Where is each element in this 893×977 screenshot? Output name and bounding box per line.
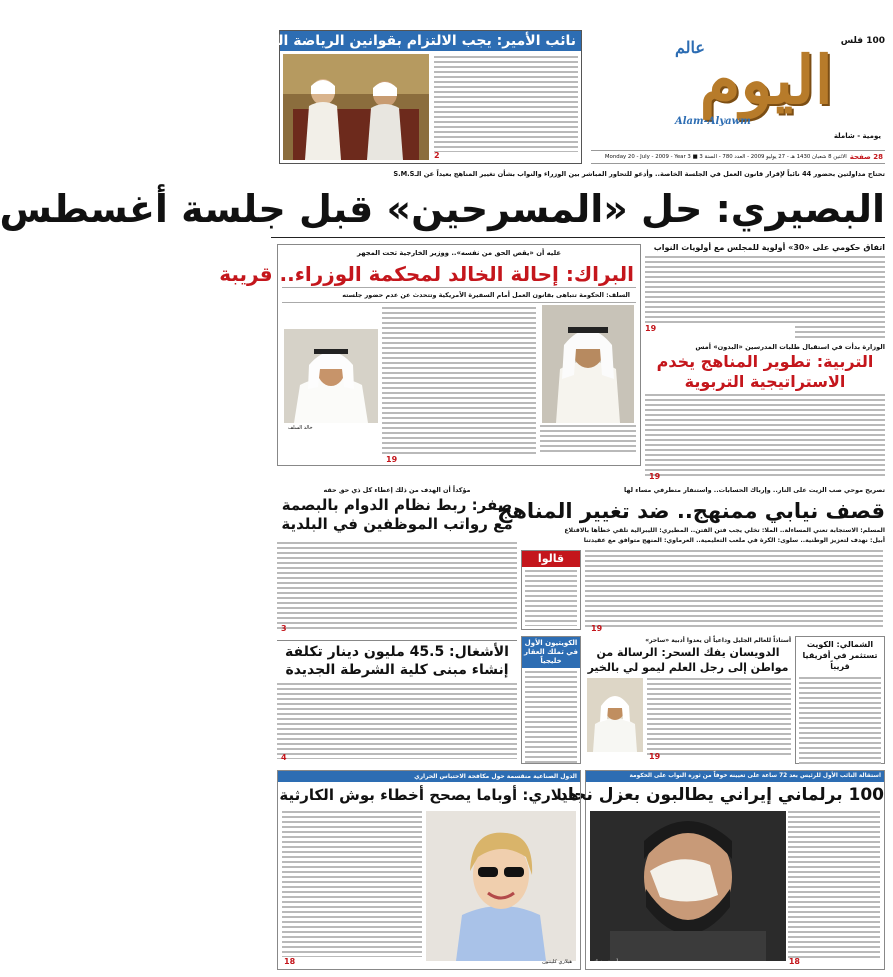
dosari-headline: الدويسان يفك السحر: الرسالة من مواطن إلى رجل العلم ليمو لي بالخير xyxy=(587,646,789,674)
barrak-body xyxy=(382,307,536,455)
logo-latin: Alam-Alyawm xyxy=(675,116,751,127)
barrak-body-right xyxy=(540,425,636,455)
lead-right-page: 19 xyxy=(645,324,657,333)
top-kicker: تحتاج مداولتين بحضور 44 نائباً لإقرار قانون العمل في الجلسة الخاصة.. وأدعو للتحاور المباشر بين الوزراء والنواب بشأن تغيير المناهج بعيداً عن الـS.M.S xyxy=(393,170,885,178)
bottom-left-story xyxy=(277,770,581,970)
dosari-body xyxy=(647,678,791,756)
education-page: 19 xyxy=(649,472,661,481)
barrak-photo xyxy=(542,305,634,423)
kuwaitis-headline: الكويتيون الأول في تملك العقار خليجياً xyxy=(522,637,580,668)
works-page: 4 xyxy=(281,753,287,762)
dosari-kicker: أستاذاً للعالم الجليل وداعياً أن يعدوا أدبية «ساحر» xyxy=(645,637,791,644)
works xyxy=(277,640,517,764)
top-story-headline-bar xyxy=(242,31,581,51)
pages-count: 28 صفحة xyxy=(849,153,883,161)
top-story-box xyxy=(242,30,582,164)
curriculum-line2: أبيل: نهدف لتعزيز الوطنية.. سلوى: الكرة في ملعب التعليمية.. العرماوي: المنهج متوافق مع عقيدتنا xyxy=(583,537,885,544)
logo-arabic: اليوم xyxy=(699,41,833,119)
barrak-kicker: عليه أن «يقص الحق من نفسه».. ووزير الخارجية تحت المجهر xyxy=(357,249,561,257)
bottom-left-caption: هيلاري كلينتون xyxy=(542,959,572,965)
curriculum-body xyxy=(585,550,883,630)
top-story-body xyxy=(434,56,578,152)
lead-right-headline: اتفاق حكومي على «30» أولوية للمجلس مع أولويات النواب xyxy=(653,243,885,252)
kuwaitis-body xyxy=(525,671,577,763)
safar-body xyxy=(277,542,517,630)
logo xyxy=(615,34,833,130)
dateline: الاثنين 8 شعبان 1430 هـ - 27 يوليو 2009 - العدد 780 - السنة 3 ■ Monday 20 - July - 2009 - Year 3 xyxy=(604,154,847,160)
education-headline: التربية: تطوير المناهج يخدم الاستراتيجية التربوية xyxy=(656,352,874,391)
top-story-headline: نائب الأمير: يجب الالتزام بقوانين الرياضة الدولية xyxy=(242,33,576,49)
top-story-photo xyxy=(283,54,429,160)
bottom-right-caption: أحمدي نجاد xyxy=(594,959,618,965)
bottom-right-page: 18 xyxy=(788,957,800,966)
right-col-body xyxy=(795,256,885,340)
education-body xyxy=(645,394,885,476)
dosari-page: 19 xyxy=(649,752,661,761)
curriculum-page: 19 xyxy=(591,624,603,633)
sabah-line: تصريح موحي صب الزيت على النار.. وإرباك الحسابات.. واستنفار متطرفي مساء لها xyxy=(623,486,885,494)
safar-page: 3 xyxy=(281,624,287,633)
qalu-title: قالوا xyxy=(522,551,580,567)
curriculum-headline: قصف نيابي ممنهج.. ضد تغيير المناهج xyxy=(497,499,885,523)
bottom-left-kicker: الدول الصناعية منقسمة حول مكافحة الاحتباس الحراري xyxy=(278,771,580,782)
masthead xyxy=(589,30,885,160)
bottom-right-body xyxy=(788,811,880,959)
bottom-left-body xyxy=(282,811,422,957)
safar xyxy=(277,496,517,636)
works-body xyxy=(277,683,517,759)
bottom-right-story xyxy=(559,770,885,970)
qalu-body xyxy=(525,570,577,626)
education-kicker: الوزارة بدأت في استقبال طلبات المدرسين «البدون» أمس xyxy=(695,343,885,351)
nejad-photo xyxy=(590,811,786,961)
bottom-right-kicker: استقالة النائب الأول للرئيس بعد 72 ساعة على تعيينه خوفاً من ثورة النواب على الحكومة xyxy=(586,771,884,782)
works-headline: الأشغال: 45.5 مليون دينار تكلفة إنشاء مبنى كلية الشرطة الجديدة xyxy=(285,644,509,678)
divider xyxy=(271,237,885,238)
safar-kicker: مؤكداً أن الهدف من ذلك إعطاء كل ذي حق حقه xyxy=(323,486,471,494)
curriculum-line1: المسلم: الاستجابة تعني المساءلة.. الملا: تخلي يجب فتن الفتن.. المطيري: الليبرالية تلقي خطأها بالاقتلاع xyxy=(564,527,885,534)
barrak-sub: السلف: الحكومة تتباهى بقانون العمل أمام السفيرة الأمريكية وتتحدث عن عدم حضور جلسته xyxy=(282,287,636,303)
bottom-right-headline: 100 برلماني إيراني يطالبون بعزل نجاد xyxy=(559,785,884,805)
logo-small-text: عالم xyxy=(675,38,705,57)
qalu-box xyxy=(521,550,581,630)
top-story-page: 2 xyxy=(434,151,440,160)
barrak-box xyxy=(219,244,641,466)
barrak-caption2: خالد السلف xyxy=(288,425,313,431)
bottom-left-page: 18 xyxy=(284,957,296,966)
kuwaitis-box xyxy=(521,636,581,764)
barrak-headline: البراك: إحالة الخالد لمحكمة الوزراء.. قريبة xyxy=(219,262,634,286)
shamali-body xyxy=(799,677,881,767)
safar-headline: صفر: ربط نظام الدوام بالبصمة مع رواتب الموظفين في البلدية xyxy=(281,496,513,533)
tagline: يومية - شاملة xyxy=(833,132,881,140)
main-headline: البصيري: حل «المسرحين» قبل جلسة أغسطس xyxy=(0,187,885,231)
shamali xyxy=(795,636,885,764)
price: 100 فلس xyxy=(840,36,885,46)
barrak-page: 19 xyxy=(386,455,398,464)
dosari-photo xyxy=(587,678,643,752)
shamali-headline: الشمالي: الكويت تستثمر في أفريقيا قريباً xyxy=(802,640,878,671)
dosari xyxy=(585,636,791,764)
dateline-bar xyxy=(591,150,885,164)
hillary-photo xyxy=(426,811,576,961)
education xyxy=(645,342,885,482)
salaf-photo xyxy=(284,329,378,423)
bottom-left-headline: هيلاري: أوباما يصحح أخطاء بوش الكارثية xyxy=(279,786,579,804)
